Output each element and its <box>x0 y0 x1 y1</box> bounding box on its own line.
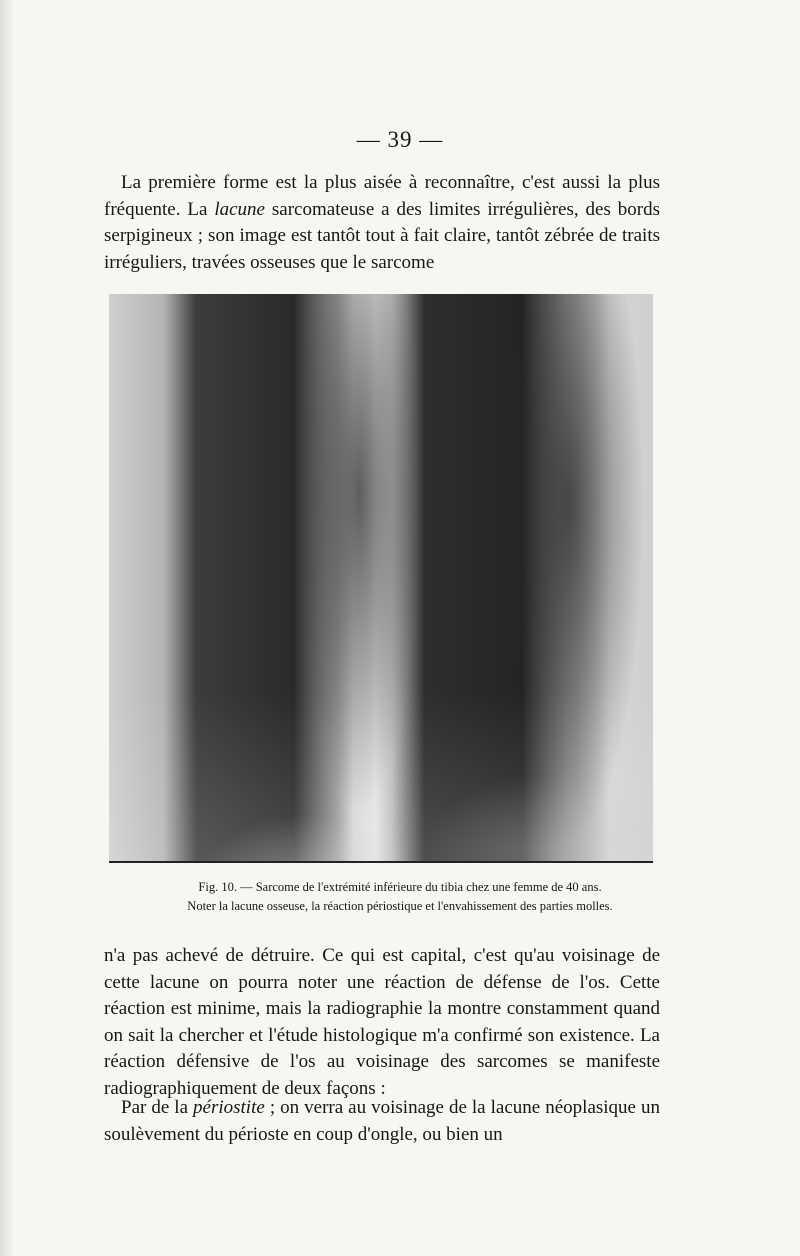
paragraph-bottom-2-text-1: Par de la <box>121 1097 194 1118</box>
paragraph-bottom: n'a pas achevé de détruire. Ce qui est capital, c'est qu'au voisinage de cette lacune on pourra noter une réaction de défense de l'os. Cette réaction est minime, mais la radiographie la montre constamment quand on sait la chercher et l'étude histologique m'a confirmé son existence. La réaction défensive de l'os au voisinage des sarcomes se manifeste radiographiquement de deux façons : <box>104 945 660 1099</box>
paragraph-bottom-2 <box>104 1095 660 1148</box>
xray-figure <box>109 294 653 863</box>
page-edge-shadow <box>0 0 14 1256</box>
paragraph-top-text-1: La première forme est la plus aisée à reconnaître, c'est aussi la plus fréquente. La <box>104 172 660 220</box>
paragraph-top-text-2: sarcomateuse a des limites irrégulières, des bords serpigineux ; son image est tantôt tout à fait claire, tantôt zébrée de traits irréguliers, travées osseuses que le sarcome <box>104 198 660 273</box>
figure-caption-line-2: Noter la lacune osseuse, la réaction périostique et l'envahissement des parties molles. <box>187 899 613 913</box>
paragraph-top-italic: lacune <box>214 198 265 220</box>
paragraph-bottom-2-text-2: ; on verra au voisinage de la lacune néoplasique un soulèvement du périoste en coup d'ongle, ou bien un <box>104 1097 660 1145</box>
paragraph-bottom-2-italic: périostite <box>193 1097 265 1118</box>
figure-caption-line-1: Fig. 10. — Sarcome de l'extrémité inférieure du tibia chez une femme de 40 ans. <box>198 880 602 894</box>
page-number: — 39 — <box>356 127 444 152</box>
xray-soft-tissue <box>109 294 653 861</box>
paragraph-top <box>104 170 660 276</box>
